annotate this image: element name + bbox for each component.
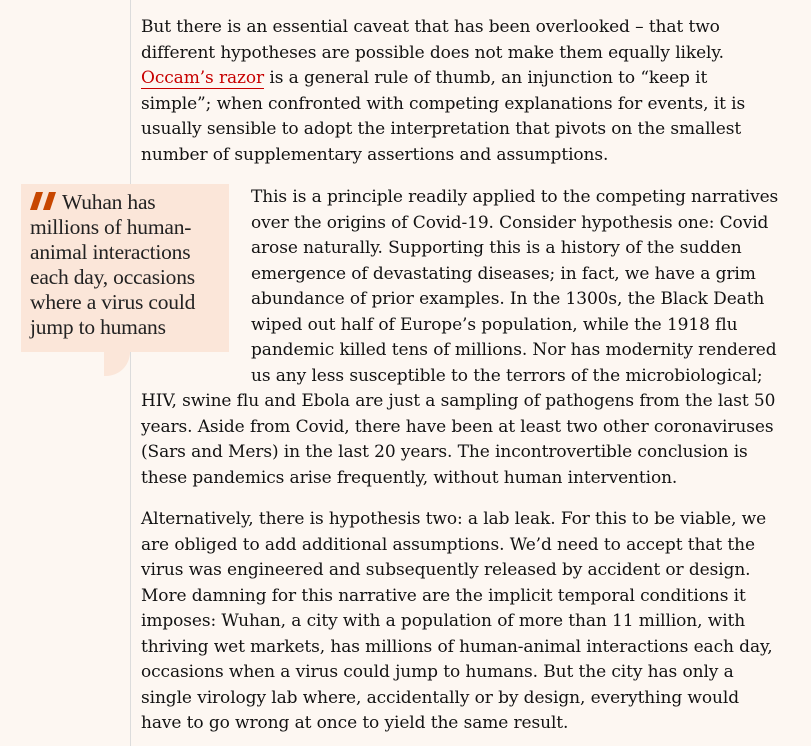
paragraph-1-text-start: But there is an essential caveat that has been overlooked – that two different hypotheses are possible does not make them equally likely. — [141, 17, 724, 63]
occams-razor-link[interactable]: Occam’s razor — [141, 68, 265, 88]
article-paragraph-3: Alternatively, there is hypothesis two: a lab leak. For this to be viable, we are obliged to add additional assumptions. We’d need to accept that the virus was engineered and subsequently released by accident or design. More damning for this narrative are the implicit temporal conditions it imposes: Wuhan, a city with a population of more than 11 million, with thriving wet markets, has millions of human-animal interactions each day, occasions when a virus could jump to humans. But the city has only a single virology lab where, accidentally or by design, everything would have to go wrong at once to yield the same result. — [141, 509, 773, 733]
paragraph-2-text: This is a principle readily applied to the competing narratives over the origins of Covid-19. Consider hypothesis one: Covid arose naturally. Supporting this is a history of the sudden emergence of devastating diseases; in fact, we have a grim abundance of prior examples. In the 1300s, the Black Death wiped out half of Europe’s population, while the 1918 flu pandemic killed tens of millions. Nor has modernity rendered us any less susceptible to the terrors of the microbiological; HIV, swine flu and Ebola are just a sampling of pathogens from the last 50 years. Aside from Covid, there have been at least two other coronaviruses (Sars and Mers) in the last 20 years. The incontrovertible conclusion is these pandemics arise frequently, without human intervention. — [141, 187, 779, 488]
article-paragraph-1 — [141, 15, 781, 168]
pullquote-text: Wuhan has millions of human-animal interactions each day, occasions where a virus could jump to humans — [30, 190, 196, 339]
pullquote — [21, 184, 229, 352]
pullquote-tail — [104, 352, 130, 376]
paragraph-1-text-end: is a general rule of thumb, an injunction to “keep it simple”; when confronted with competing explanations for events, it is usually sensible to adopt the interpretation that pivots on the smallest number of supplementary assertions and assumptions. — [141, 68, 746, 165]
quote-mark-icon — [30, 191, 60, 209]
article-paragraph-2 — [141, 185, 781, 491]
column-divider — [130, 0, 131, 746]
